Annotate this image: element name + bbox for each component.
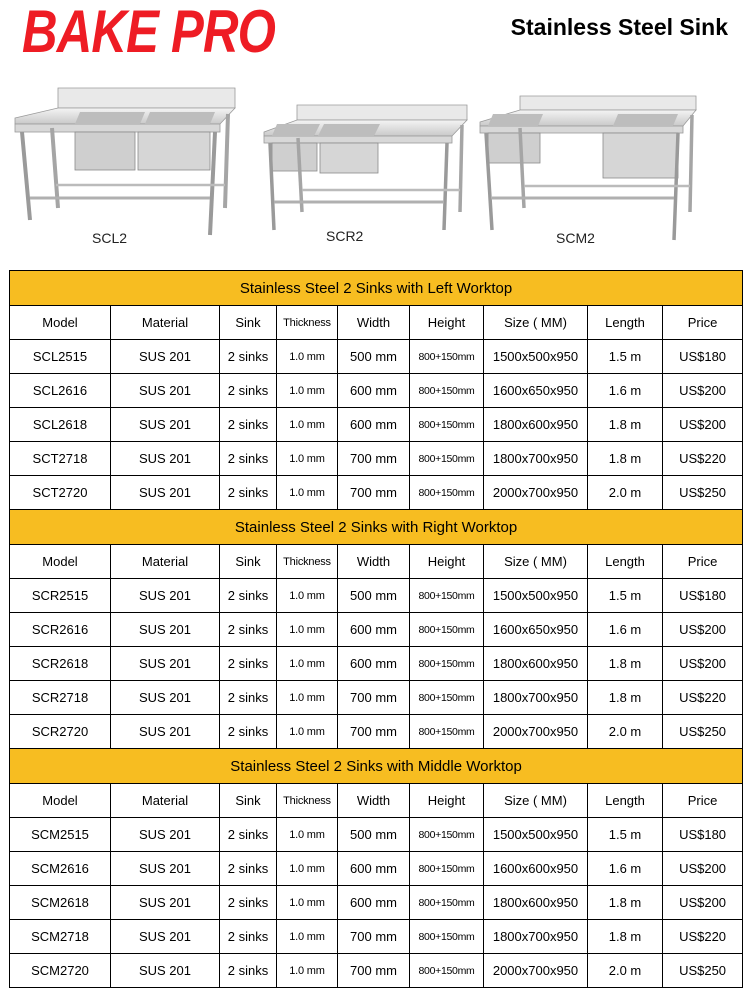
column-header-row bbox=[10, 306, 743, 340]
cell-thickness: 1.0 mm bbox=[277, 954, 338, 988]
cell-price: US$250 bbox=[663, 954, 743, 988]
cell-size: 1500x500x950 bbox=[484, 579, 588, 613]
cell-length: 2.0 m bbox=[588, 476, 663, 510]
cell-price: US$200 bbox=[663, 613, 743, 647]
cell-width: 700 mm bbox=[338, 715, 410, 749]
cell-price: US$200 bbox=[663, 408, 743, 442]
cell-length: 1.6 m bbox=[588, 374, 663, 408]
cell-material: SUS 201 bbox=[111, 715, 220, 749]
table-row bbox=[10, 715, 743, 749]
cell-size: 1800x600x950 bbox=[484, 408, 588, 442]
product-image-scm2 bbox=[478, 80, 700, 250]
section-header-row bbox=[10, 749, 743, 784]
cell-length: 1.8 m bbox=[588, 442, 663, 476]
product-image-scr2 bbox=[262, 80, 472, 250]
table-row bbox=[10, 886, 743, 920]
cell-size: 1500x500x950 bbox=[484, 340, 588, 374]
cell-length: 2.0 m bbox=[588, 954, 663, 988]
sink-illustration-right bbox=[262, 80, 472, 250]
cell-thickness: 1.0 mm bbox=[277, 647, 338, 681]
cell-model: SCT2718 bbox=[10, 442, 111, 476]
cell-height: 800+150mm bbox=[410, 647, 484, 681]
cell-sink: 2 sinks bbox=[220, 579, 277, 613]
table-row bbox=[10, 647, 743, 681]
brand-logo: BAKE PRO bbox=[22, 0, 276, 65]
cell-model: SCR2720 bbox=[10, 715, 111, 749]
cell-height: 800+150mm bbox=[410, 374, 484, 408]
cell-length: 1.5 m bbox=[588, 818, 663, 852]
cell-material: SUS 201 bbox=[111, 818, 220, 852]
column-header-model: Model bbox=[10, 545, 111, 579]
cell-material: SUS 201 bbox=[111, 886, 220, 920]
cell-width: 700 mm bbox=[338, 476, 410, 510]
cell-sink: 2 sinks bbox=[220, 715, 277, 749]
column-header-height: Height bbox=[410, 306, 484, 340]
column-header-price: Price bbox=[663, 545, 743, 579]
cell-thickness: 1.0 mm bbox=[277, 818, 338, 852]
cell-material: SUS 201 bbox=[111, 647, 220, 681]
cell-price: US$200 bbox=[663, 852, 743, 886]
table-row bbox=[10, 818, 743, 852]
cell-height: 800+150mm bbox=[410, 340, 484, 374]
column-header-thickness: Thickness bbox=[277, 784, 338, 818]
table-row bbox=[10, 442, 743, 476]
column-header-material: Material bbox=[111, 784, 220, 818]
cell-material: SUS 201 bbox=[111, 920, 220, 954]
spec-table bbox=[9, 270, 743, 988]
cell-model: SCR2618 bbox=[10, 647, 111, 681]
cell-sink: 2 sinks bbox=[220, 613, 277, 647]
table-row bbox=[10, 476, 743, 510]
cell-price: US$220 bbox=[663, 920, 743, 954]
column-header-thickness: Thickness bbox=[277, 545, 338, 579]
section-title: Stainless Steel 2 Sinks with Left Worktop bbox=[10, 271, 743, 306]
product-label: SCL2 bbox=[92, 230, 128, 246]
column-header-height: Height bbox=[410, 545, 484, 579]
column-header-sink: Sink bbox=[220, 784, 277, 818]
cell-material: SUS 201 bbox=[111, 613, 220, 647]
column-header-length: Length bbox=[588, 545, 663, 579]
spec-table-body bbox=[10, 271, 743, 988]
page-title: Stainless Steel Sink bbox=[510, 14, 728, 40]
cell-price: US$200 bbox=[663, 374, 743, 408]
cell-size: 1800x600x950 bbox=[484, 886, 588, 920]
cell-size: 1600x650x950 bbox=[484, 613, 588, 647]
table-row bbox=[10, 852, 743, 886]
cell-material: SUS 201 bbox=[111, 408, 220, 442]
cell-width: 500 mm bbox=[338, 579, 410, 613]
column-header-width: Width bbox=[338, 545, 410, 579]
cell-size: 1800x700x950 bbox=[484, 442, 588, 476]
cell-height: 800+150mm bbox=[410, 476, 484, 510]
sink-illustration-middle bbox=[478, 80, 700, 250]
section-title: Stainless Steel 2 Sinks with Right Worktop bbox=[10, 510, 743, 545]
cell-height: 800+150mm bbox=[410, 408, 484, 442]
column-header-row bbox=[10, 784, 743, 818]
column-header-size: Size ( MM) bbox=[484, 545, 588, 579]
cell-length: 1.6 m bbox=[588, 613, 663, 647]
cell-size: 1600x650x950 bbox=[484, 374, 588, 408]
cell-length: 1.8 m bbox=[588, 681, 663, 715]
cell-model: SCM2616 bbox=[10, 852, 111, 886]
cell-width: 600 mm bbox=[338, 374, 410, 408]
table-row bbox=[10, 579, 743, 613]
cell-thickness: 1.0 mm bbox=[277, 613, 338, 647]
column-header-price: Price bbox=[663, 784, 743, 818]
column-header-width: Width bbox=[338, 306, 410, 340]
cell-material: SUS 201 bbox=[111, 579, 220, 613]
cell-length: 1.6 m bbox=[588, 852, 663, 886]
cell-size: 1500x500x950 bbox=[484, 818, 588, 852]
cell-size: 2000x700x950 bbox=[484, 715, 588, 749]
cell-width: 600 mm bbox=[338, 886, 410, 920]
cell-height: 800+150mm bbox=[410, 852, 484, 886]
cell-model: SCR2616 bbox=[10, 613, 111, 647]
cell-thickness: 1.0 mm bbox=[277, 715, 338, 749]
cell-thickness: 1.0 mm bbox=[277, 408, 338, 442]
cell-height: 800+150mm bbox=[410, 886, 484, 920]
cell-thickness: 1.0 mm bbox=[277, 340, 338, 374]
cell-thickness: 1.0 mm bbox=[277, 579, 338, 613]
cell-sink: 2 sinks bbox=[220, 408, 277, 442]
sink-illustration-left bbox=[10, 80, 240, 250]
column-header-material: Material bbox=[111, 306, 220, 340]
cell-length: 1.8 m bbox=[588, 408, 663, 442]
cell-price: US$180 bbox=[663, 340, 743, 374]
cell-price: US$220 bbox=[663, 681, 743, 715]
cell-height: 800+150mm bbox=[410, 681, 484, 715]
cell-sink: 2 sinks bbox=[220, 374, 277, 408]
cell-size: 1800x600x950 bbox=[484, 647, 588, 681]
cell-model: SCM2718 bbox=[10, 920, 111, 954]
cell-height: 800+150mm bbox=[410, 715, 484, 749]
cell-width: 700 mm bbox=[338, 681, 410, 715]
cell-width: 700 mm bbox=[338, 954, 410, 988]
cell-thickness: 1.0 mm bbox=[277, 476, 338, 510]
cell-price: US$220 bbox=[663, 442, 743, 476]
column-header-size: Size ( MM) bbox=[484, 784, 588, 818]
cell-height: 800+150mm bbox=[410, 579, 484, 613]
cell-price: US$200 bbox=[663, 647, 743, 681]
column-header-row bbox=[10, 545, 743, 579]
cell-sink: 2 sinks bbox=[220, 340, 277, 374]
cell-material: SUS 201 bbox=[111, 476, 220, 510]
cell-material: SUS 201 bbox=[111, 681, 220, 715]
column-header-model: Model bbox=[10, 784, 111, 818]
column-header-material: Material bbox=[111, 545, 220, 579]
cell-width: 700 mm bbox=[338, 442, 410, 476]
column-header-price: Price bbox=[663, 306, 743, 340]
cell-material: SUS 201 bbox=[111, 374, 220, 408]
cell-material: SUS 201 bbox=[111, 340, 220, 374]
cell-thickness: 1.0 mm bbox=[277, 374, 338, 408]
column-header-model: Model bbox=[10, 306, 111, 340]
cell-price: US$250 bbox=[663, 715, 743, 749]
cell-price: US$200 bbox=[663, 886, 743, 920]
cell-material: SUS 201 bbox=[111, 442, 220, 476]
cell-length: 2.0 m bbox=[588, 715, 663, 749]
cell-sink: 2 sinks bbox=[220, 476, 277, 510]
cell-length: 1.8 m bbox=[588, 886, 663, 920]
cell-price: US$250 bbox=[663, 476, 743, 510]
cell-sink: 2 sinks bbox=[220, 647, 277, 681]
column-header-length: Length bbox=[588, 306, 663, 340]
cell-model: SCM2720 bbox=[10, 954, 111, 988]
section-header-row bbox=[10, 510, 743, 545]
cell-material: SUS 201 bbox=[111, 954, 220, 988]
table-row bbox=[10, 374, 743, 408]
cell-width: 600 mm bbox=[338, 613, 410, 647]
cell-width: 500 mm bbox=[338, 818, 410, 852]
column-header-sink: Sink bbox=[220, 545, 277, 579]
column-header-length: Length bbox=[588, 784, 663, 818]
cell-model: SCR2515 bbox=[10, 579, 111, 613]
cell-size: 1600x600x950 bbox=[484, 852, 588, 886]
column-header-thickness: Thickness bbox=[277, 306, 338, 340]
cell-width: 600 mm bbox=[338, 408, 410, 442]
table-row bbox=[10, 954, 743, 988]
cell-size: 1800x700x950 bbox=[484, 920, 588, 954]
cell-thickness: 1.0 mm bbox=[277, 681, 338, 715]
cell-height: 800+150mm bbox=[410, 920, 484, 954]
cell-length: 1.8 m bbox=[588, 647, 663, 681]
cell-size: 2000x700x950 bbox=[484, 476, 588, 510]
cell-sink: 2 sinks bbox=[220, 920, 277, 954]
cell-model: SCT2720 bbox=[10, 476, 111, 510]
cell-price: US$180 bbox=[663, 818, 743, 852]
table-row bbox=[10, 340, 743, 374]
cell-size: 2000x700x950 bbox=[484, 954, 588, 988]
cell-model: SCR2718 bbox=[10, 681, 111, 715]
product-label: SCR2 bbox=[326, 228, 364, 244]
cell-height: 800+150mm bbox=[410, 442, 484, 476]
cell-sink: 2 sinks bbox=[220, 852, 277, 886]
product-image-scl2 bbox=[10, 80, 240, 250]
cell-model: SCL2618 bbox=[10, 408, 111, 442]
cell-thickness: 1.0 mm bbox=[277, 920, 338, 954]
section-title: Stainless Steel 2 Sinks with Middle Worktop bbox=[10, 749, 743, 784]
cell-length: 1.8 m bbox=[588, 920, 663, 954]
cell-price: US$180 bbox=[663, 579, 743, 613]
cell-length: 1.5 m bbox=[588, 340, 663, 374]
column-header-height: Height bbox=[410, 784, 484, 818]
section-header-row bbox=[10, 271, 743, 306]
table-row bbox=[10, 613, 743, 647]
cell-model: SCM2515 bbox=[10, 818, 111, 852]
column-header-sink: Sink bbox=[220, 306, 277, 340]
cell-sink: 2 sinks bbox=[220, 442, 277, 476]
table-row bbox=[10, 408, 743, 442]
cell-thickness: 1.0 mm bbox=[277, 886, 338, 920]
cell-height: 800+150mm bbox=[410, 613, 484, 647]
cell-height: 800+150mm bbox=[410, 954, 484, 988]
cell-length: 1.5 m bbox=[588, 579, 663, 613]
cell-model: SCM2618 bbox=[10, 886, 111, 920]
product-label: SCM2 bbox=[556, 230, 595, 246]
column-header-size: Size ( MM) bbox=[484, 306, 588, 340]
cell-width: 600 mm bbox=[338, 647, 410, 681]
cell-size: 1800x700x950 bbox=[484, 681, 588, 715]
cell-model: SCL2616 bbox=[10, 374, 111, 408]
column-header-width: Width bbox=[338, 784, 410, 818]
cell-width: 700 mm bbox=[338, 920, 410, 954]
cell-sink: 2 sinks bbox=[220, 681, 277, 715]
cell-thickness: 1.0 mm bbox=[277, 442, 338, 476]
cell-width: 500 mm bbox=[338, 340, 410, 374]
cell-model: SCL2515 bbox=[10, 340, 111, 374]
table-row bbox=[10, 920, 743, 954]
cell-height: 800+150mm bbox=[410, 818, 484, 852]
cell-sink: 2 sinks bbox=[220, 954, 277, 988]
table-row bbox=[10, 681, 743, 715]
cell-sink: 2 sinks bbox=[220, 818, 277, 852]
cell-width: 600 mm bbox=[338, 852, 410, 886]
cell-thickness: 1.0 mm bbox=[277, 852, 338, 886]
cell-sink: 2 sinks bbox=[220, 886, 277, 920]
cell-material: SUS 201 bbox=[111, 852, 220, 886]
